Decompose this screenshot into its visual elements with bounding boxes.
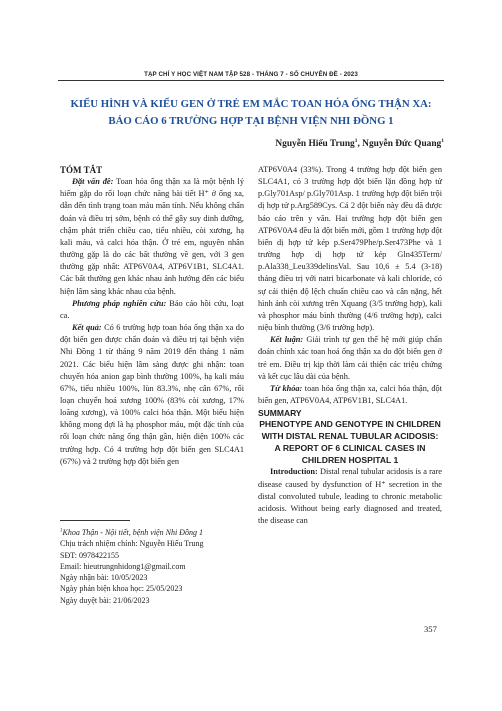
right-column <box>258 164 442 527</box>
affiliation-mark: 1 <box>60 528 63 534</box>
journal-header: TẠP CHÍ Y HỌC VIỆT NAM TẬP 528 - THÁNG 7 - SỐ CHUYÊN ĐỀ - 2023 <box>144 71 358 78</box>
article-title <box>50 96 452 130</box>
page-number: 357 <box>424 624 437 634</box>
abstract-results <box>60 322 244 468</box>
title-line-2: BÁO CÁO 6 TRƯỜNG HỢP TẠI BỆNH VIỆN NHI ĐỒNG 1 <box>108 115 394 127</box>
background-text: Toan hóa ống thận xa là một bệnh lý hiếm gặp do rối loạn chức năng bài tiết H⁺ ở ống xa, dẫn đến tình trạng toan máu mãn tính. Nếu không chẩn đoán và điều trị sớm, bệnh có thể gây suy dinh dưỡng, chậm phát triển chiều cao, tiểu nhiều, còi xương, hạ kali máu, và calci hóa thận. Ở trẻ em, nguyên nhân thường gặp là do các bất thường về gen, với 3 gen thường gặp nhất: ATP6V0A4, ATP6V1B1, SLC4A1. Các bất thường gen khác nhau ảnh hưởng đến các biểu hiện lâm sàng khác nhau của bệnh. <box>60 177 244 296</box>
summary-introduction <box>258 466 442 527</box>
author-1-affiliation-mark: 1 <box>354 137 358 144</box>
author-2-affiliation-mark: 1 <box>441 137 444 144</box>
background-label: Đặt vấn đề: <box>72 177 114 187</box>
abstract-heading: TÓM TẮT <box>60 165 103 175</box>
abstract-conclusion <box>258 334 442 383</box>
review-date: Ngày phản biện khoa học: 25/05/2023 <box>60 584 183 594</box>
affiliation-note <box>60 527 246 538</box>
method-label: Phương pháp nghiên cứu: <box>72 298 167 308</box>
author-separator: , <box>357 139 363 149</box>
abstract-method <box>60 298 244 322</box>
affiliation-text: Khoa Thận - Nội tiết, bệnh viện Nhi Đồng 1 <box>62 528 203 537</box>
responsible-author: Chịu trách nhiệm chính: Nguyễn Hiếu Trung <box>60 539 204 549</box>
contact-email: Email: hieutrungnhidong1@gmail.com <box>60 561 186 571</box>
results-text: Có 6 trường hợp toan hóa ống thận xa do đột biến gen được chẩn đoán và điều trị tại bệnh viện Nhi Đồng 1 từ tháng 9 năm 2019 đến tháng 1 năm 2021. Các biểu hiện lâm sàng được ghi nhận: toan chuyển hóa anion gap bình thường 100%, hạ kali máu 67%, tiểu nhiều 100%, lùn 83.3%, nhẹ cân 67%, rối loạn chuyển hoá xương 100% (83% còi xương, 17% loãng xương), và 100% calci hóa thận. Một biểu hiện không mong đợi là hạ phosphor máu, một đặc tính của rối loạn chức năng ống thận gần, hiện diện 100% các trường hợp. Có 4 trường hợp đột biến gen SLC4A1 (67%) và 2 trường hợp đột biến gen <box>60 323 244 466</box>
author-list <box>275 139 444 149</box>
left-column <box>60 164 244 468</box>
abstract-results-continued: ATP6V0A4 (33%). Trong 4 trường hợp đột biến gen SLC4A1, có 3 trường hợp đột biến lặn đồng hợp tử p.Gly701Asp/ p.Gly701Asp. 1 trường hợp đột biến trội dị hợp tử p.Arg589Cys. Cả 2 đột biến này đều đã được báo cáo trên y văn. Hai trường hợp đột biến gen ATP6V0A4 đều là đột biến mới, gồm 1 trường hợp đột biến dị hợp tử kép p.Ser479Phe/p.Ser473Phe và 1 trường hợp dị hợp tử kép Gln435Term/ p.Ala338_Leu339delinsVal. Sau 10,6 ± 5.4 (3-18) tháng điều trị với natri bicarbonate và kali chloride, có sự cải thiện độ lệch chuẩn chiều cao và cân nặng, hết hình ảnh còi xương trên Xquang (3/5 trường hợp), kali và phosphor máu bình thường (4/6 trường hợp), calci niệu bình thường (3/6 trường hợp). <box>258 165 442 333</box>
keywords-text: toan hóa ống thận xa, calci hóa thận, đột biến gen, ATP6V0A4, ATP6V1B1, SLC4A1. <box>258 383 442 405</box>
abstract-keywords <box>258 383 442 407</box>
abstract-background <box>60 176 244 298</box>
contact-phone: SĐT: 0978422155 <box>60 550 119 560</box>
title-line-1: KIỂU HÌNH VÀ KIỂU GEN Ở TRẺ EM MẮC TOAN HÓA ỐNG THẬN XA: <box>70 98 432 110</box>
summary-heading: SUMMARY <box>258 408 302 419</box>
conclusion-label: Kết luận: <box>270 335 304 345</box>
english-title: PHENOTYPE AND GENOTYPE IN CHILDREN WITH DISTAL RENAL TUBULAR ACIDOSIS: A REPORT OF 6 CLINICAL CASES IN CHILDREN HOSPITAL 1 <box>259 419 441 465</box>
conclusion-text: Giải trình tự gen thế hệ mới giúp chẩn đoán chính xác toan hoá ống thận xa do đột biến gen ở trẻ em. Điều trị kịp thời làm cải thiện các triệu chứng và kết cục lâu dài của bệnh. <box>258 335 443 381</box>
introduction-text: Distal renal tubular acidosis is a rare disease caused by dysfunction of H⁺ secretion in the distal convoluted tubule, leading to chronic metabolic acidosis. Without being early diagnosed and treated, the disease can <box>258 467 442 526</box>
results-label: Kết quả: <box>72 323 102 333</box>
author-1: Nguyễn Hiếu Trung <box>275 139 355 149</box>
footnote-divider <box>60 520 130 521</box>
footnotes <box>60 527 246 606</box>
header-divider <box>58 80 444 81</box>
author-2: Nguyễn Đức Quang <box>362 139 442 149</box>
received-date: Ngày nhận bài: 10/05/2023 <box>60 573 148 583</box>
accepted-date: Ngày duyệt bài: 21/06/2023 <box>60 595 150 605</box>
introduction-label: Introduction: <box>270 467 318 477</box>
method-text: Báo cáo hồi cứu, loạt ca. <box>60 298 244 320</box>
keywords-label: Từ khóa: <box>270 383 303 393</box>
